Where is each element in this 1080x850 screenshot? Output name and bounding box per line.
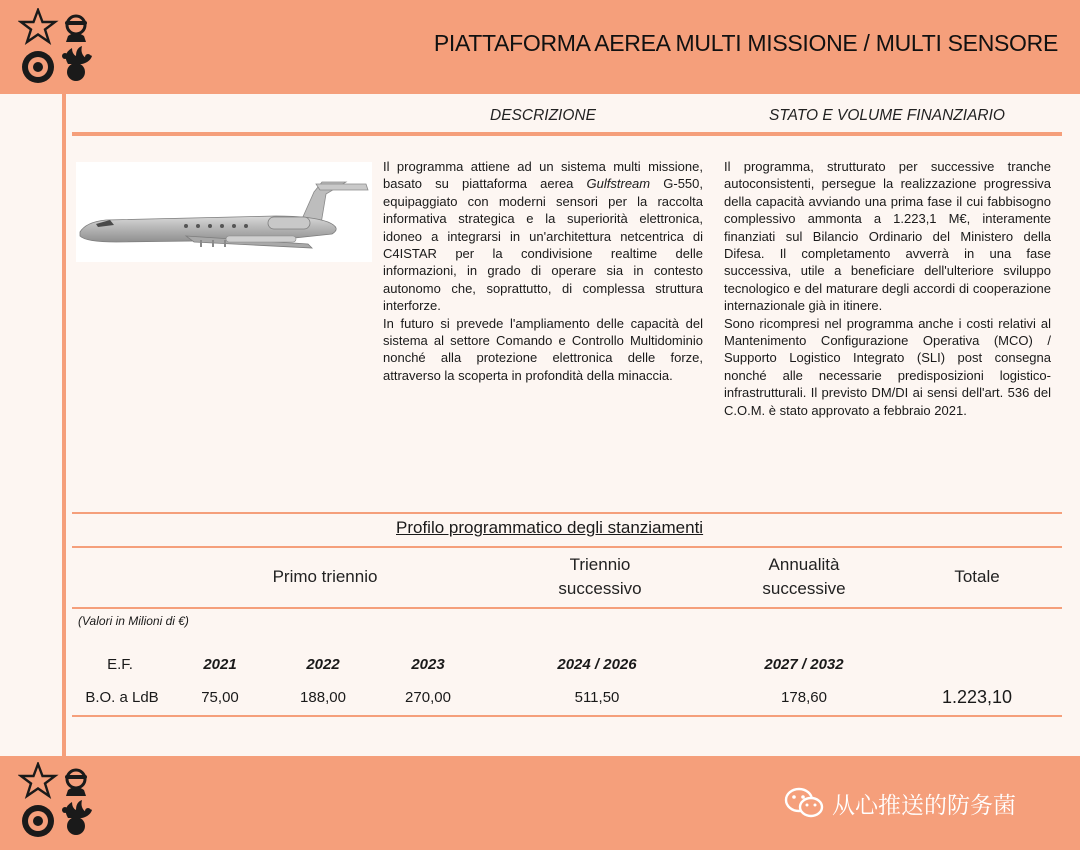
year-2027-2032: 2027 / 2032 [764, 656, 844, 673]
descrizione-part2: G-550, equipaggiato con moderni sensori per la raccolta informativa strategica e la superiorità elettronica, idoneo a integrarsi in un'architettura netcentrica di C4ISTAR per la condivisione realtime delle informazioni, in grado di operare sia in contesto autonomo che, soprattutto, di complessa struttura interforze. [383, 176, 703, 314]
emblem-group-icon [18, 8, 100, 86]
emblem-group-icon [18, 762, 100, 840]
star-icon [21, 10, 55, 42]
header-emblems [18, 8, 100, 86]
aircraft-image [76, 162, 372, 262]
value-2024-2026: 511,50 [574, 689, 620, 706]
descrizione-heading: DESCRIZIONE [490, 107, 596, 124]
year-2024-2026: 2024 / 2026 [557, 656, 637, 673]
bo-label: B.O. a LdB [85, 689, 159, 706]
value-totale: 1.223,10 [941, 687, 1013, 707]
page-title: PIATTAFORMA AEREA MULTI MISSIONE / MULTI SENSORE [433, 30, 1058, 56]
descrizione-text [383, 158, 703, 384]
value-2021: 75,00 [201, 689, 239, 706]
year-2021: 2021 [203, 656, 237, 673]
table-note-divider [72, 607, 1062, 609]
heading-divider [72, 132, 1062, 136]
ef-label: E.F. [107, 656, 133, 673]
header-totale: Totale [954, 567, 1000, 586]
flame-grenade-icon [62, 46, 92, 81]
header-annualita-line1: Annualità [768, 555, 840, 574]
year-2022: 2022 [306, 656, 340, 673]
header-annualita-successive [724, 553, 884, 601]
left-accent-line [62, 94, 66, 756]
profilo-title: Profilo programmatico degli stanziamenti [396, 518, 704, 537]
value-2023: 270,00 [405, 689, 451, 706]
roundel-icon [22, 805, 54, 837]
stato-heading: STATO E VOLUME FINANZIARIO [769, 107, 1005, 124]
flame-grenade-icon [62, 800, 92, 835]
watermark-text: 从心推送的防务菌 [832, 791, 1016, 818]
value-2022: 188,00 [300, 689, 346, 706]
year-2023: 2023 [411, 656, 445, 673]
descrizione-paragraph-2: In futuro si prevede l'ampliamento delle capacità del sistema al settore Comando e Controllo Multidominio nonché alla protezione elettronica delle forze, attraverso la scoperta in profondità della minaccia. [383, 315, 703, 383]
table-header-divider [72, 546, 1062, 548]
star-icon [21, 764, 55, 796]
gulfstream-term: Gulfstream [586, 176, 651, 192]
table-top-divider [72, 512, 1062, 514]
header-primo-triennio: Primo triennio [272, 567, 378, 586]
header-triennio-line2: successivo [558, 579, 642, 598]
header-triennio-line1: Triennio [569, 555, 631, 574]
value-2027-2032: 178,60 [781, 689, 827, 706]
header-annualita-line2: successive [762, 579, 846, 598]
stato-text [724, 158, 1051, 419]
footer-emblems [18, 762, 100, 840]
wechat-icon [784, 786, 824, 820]
wechat-watermark [784, 786, 1016, 820]
roundel-icon [22, 51, 54, 83]
stato-paragraph-2: Sono ricompresi nel programma anche i costi relativi al Mantenimento Configurazione Operativa (MCO) / Supporto Logistico Integrato (SLI) post consegna nonché alle necessarie predisposizioni logistico-infrastrutturali. Il previsto DM/DI ai sensi dell'art. 536 del C.O.M. è stato approvato a febbraio 2021. [724, 315, 1051, 418]
descrizione-part1: Il programma attiene ad un sistema multi missione, basato su piattaforma aerea [383, 159, 703, 192]
header-triennio-successivo [520, 553, 680, 601]
cannon-emblem-icon [65, 770, 87, 796]
values-note: (Valori in Milioni di €) [78, 614, 189, 628]
stato-paragraph-1: Il programma, strutturato per successive tranche autoconsistenti, persegue la realizzazione progressiva della capacità avviando una prima fase il cui fabbisogno complessivo ammonta a 1.223,1 M€, interamente finanziati sul Bilancio Ordinario del Ministero della Difesa. Il completamento avverrà in una fase successiva, utile a beneficiare dell'ulteriore sviluppo tecnologico e del maturare degli accordi di cooperazione internazionale già in itinere. [724, 159, 1051, 314]
cannon-emblem-icon [65, 16, 87, 42]
table-bottom-divider [72, 715, 1062, 717]
